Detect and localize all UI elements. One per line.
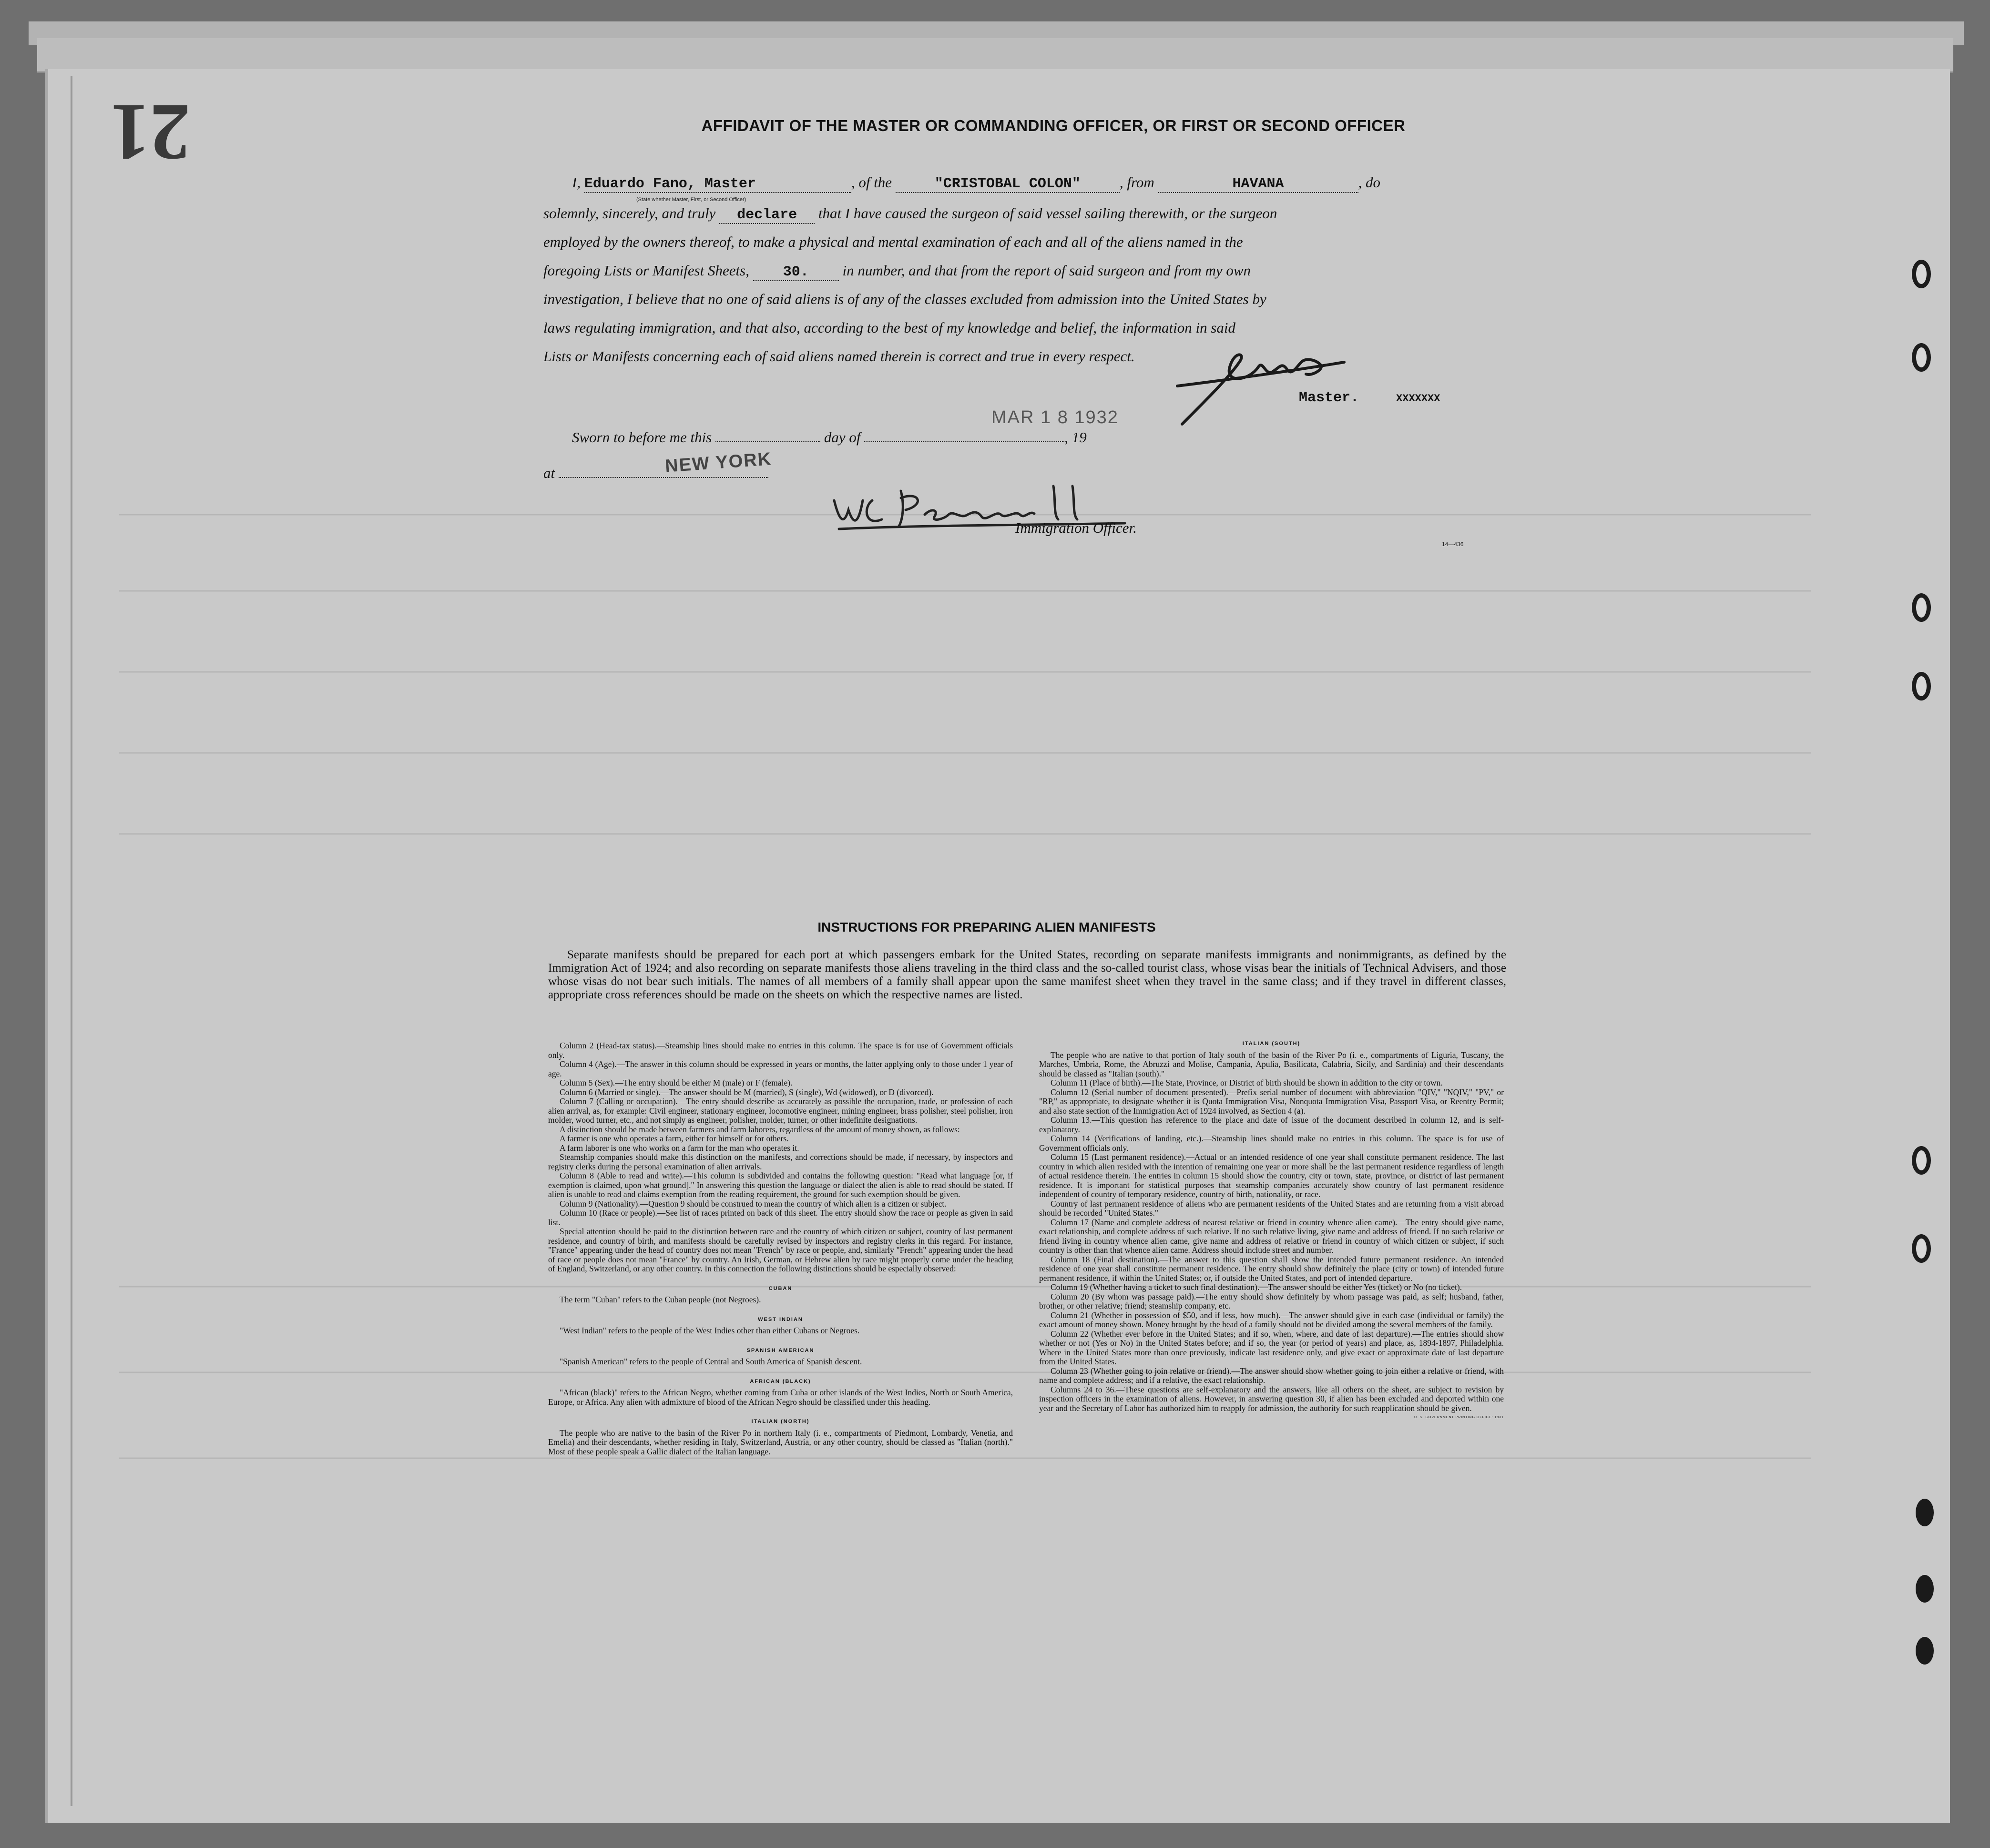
struck-officer-text: XXXXXXX xyxy=(1396,393,1440,405)
instruction-paragraph: The people who are native to the basin of the River Po in northern Italy (i. e., compartments of Piedmont, Lombardy, Venetia, and Emelia) and their descendants, whether residing in Italy, Switzerland, Austria, or any other country, should be classed as "Italian (north)." Most of these people speak a Gallic dialect of the Italian language. xyxy=(548,1428,1013,1456)
instructions-left-column xyxy=(548,1041,1013,1456)
instruction-paragraph: Column 7 (Calling or occupation).—The entry should describe as accurately as possible the occupation, trade, or profession of each alien arrival, as, for example: Civil engineer, stationary engineer, locomotive engineer, mining engineer, brass polisher, steel polisher, iron molder, wood turner, etc., and not simply as engineer, polisher, molder, turner, or other indefinite designations. xyxy=(548,1097,1013,1125)
affidavit-text: , of the xyxy=(851,174,892,191)
instruction-paragraph: Column 14 (Verifications of landing, etc.).—Steamship lines should make no entries in this column. The space is for use of Government officials only. xyxy=(1039,1134,1504,1153)
affidavit-line-7: Lists or Manifests concerning each of said aliens named therein is correct and true in every respect. xyxy=(543,348,1135,365)
instruction-paragraph: A distinction should be made between farmers and farm laborers, regardless of the amount of money shown, as follows: xyxy=(560,1124,960,1134)
affidavit-line-3: employed by the owners thereof, to make a physical and mental examination of each and all of the aliens named in the xyxy=(543,234,1243,250)
instruction-paragraph: Column 4 (Age).—The answer in this column should be expressed in years or months, the latter applying only to those under 1 year of age. xyxy=(548,1059,1013,1078)
instruction-paragraph: Column 13.—This question has reference to the place and date of issue of the document described in column 12, and is self-explanatory. xyxy=(1039,1115,1504,1134)
form-number: 14—436 xyxy=(1442,541,1464,548)
affidavit-text: Sworn to before me this xyxy=(572,429,712,446)
instruction-paragraph: "West Indian" refers to the people of the West Indies other than either Cubans or Negroes. xyxy=(560,1326,860,1335)
instruction-paragraph: Column 5 (Sex).—The entry should be either M (male) or F (female). xyxy=(560,1078,793,1087)
instruction-paragraph: Column 18 (Final destination).—The answer to this question shall show the intended future permanent residence. An intended residence of one year shall constitute permanent residence. The entry should show definitely the place (city or town) of intended future permanent residence, if within the United States; or, if outside the United States, and port of intended departure. xyxy=(1039,1254,1504,1283)
immigration-officer-label: Immigration Officer. xyxy=(1015,519,1137,536)
instruction-paragraph: The people who are native to that portion of Italy south of the basin of the River Po (i. e., compartments of Liguria, Tuscany, the Marches, Umbria, Rome, the Abruzzi and Molise, Campania, Apulia, Basilicata, Calabria, Sicily, and Sardinia) and their descendants should be classed as "Italian (south)." xyxy=(1039,1050,1504,1078)
instruction-paragraph: Column 23 (Whether going to join relative or friend).—The answer should show whether going to join either a relative or friend, with name and complete address; and if a relative, the exact relationship. xyxy=(1039,1366,1504,1385)
instruction-paragraph: Column 8 (Able to read and write).—This column is subdivided and contains the following question: "Read what language [or, if exemption is claimed, upon what ground]." In answering this question the language or dialect the alien is able to read should be stated. If alien is unable to read and claims exemption from the reading requirement, the ground for such exemption should be given. xyxy=(548,1171,1013,1199)
affidavit-text: at xyxy=(543,465,555,481)
printer-imprint: U. S. GOVERNMENT PRINTING OFFICE: 1931 xyxy=(1414,1416,1504,1419)
instruction-paragraph: Column 2 (Head-tax status).—Steamship lines should make no entries in this column. The space is for use of Government officials only. xyxy=(548,1041,1013,1060)
affidavit-text: day of xyxy=(824,429,861,446)
section-heading: SPANISH AMERICAN xyxy=(746,1347,815,1353)
instruction-paragraph: Column 19 (Whether having a ticket to such final destination).—The answer should be either Yes (ticket) or No (no ticket). xyxy=(1051,1282,1462,1292)
instruction-paragraph: Column 20 (By whom was passage paid).—The entry should show definitely by whom passage was paid, as self; husband, father, brother, or other relative; friend; steamship company, etc. xyxy=(1039,1291,1504,1310)
affidavit-section xyxy=(543,117,1544,135)
affidavit-line-4 xyxy=(543,262,1251,281)
instruction-paragraph: Column 6 (Married or single).—The answer should be M (married), S (single), Wd (widowed), or D (divorced). xyxy=(560,1087,934,1097)
place-stamp: NEW YORK xyxy=(664,449,773,477)
page-number-stamp: 21 xyxy=(110,88,191,177)
affidavit-text: , from xyxy=(1119,174,1154,191)
instruction-paragraph: Country of last permanent residence of aliens who are permanent residents of the United States and are returning from a visit abroad should be recorded "United States." xyxy=(1039,1198,1504,1218)
port-from-field: HAVANA xyxy=(1158,176,1358,193)
sworn-line xyxy=(572,429,1087,446)
instruction-paragraph: The term "Cuban" refers to the Cuban people (not Negroes). xyxy=(560,1295,761,1304)
section-heading: WEST INDIAN xyxy=(758,1316,803,1322)
section-heading: CUBAN xyxy=(768,1285,793,1291)
affidavit-text: I, xyxy=(572,174,581,191)
instructions-right-column xyxy=(1039,1036,1504,1422)
instructions-intro: Separate manifests should be prepared for each port at which passengers embark for the United States, recording on separate manifests immigrants and nonimmigrants, as defined by the Immigration Act of 1924; and also recording on separate manifests those aliens traveling in the third class and the so-called tourist class, whose visas bear the initials of Technical Advisers, and those whose visas do not bear such initials. The names of all members of a family shall appear upon the same manifest sheet when they travel in the same class; and if they travel in different classes, appropriate cross references should be made on the sheets on which the respective names are listed. xyxy=(548,948,1506,1001)
instruction-paragraph: Column 22 (Whether ever before in the United States; and if so, when, where, and date of last departure).—The entries should show whether or not (Yes or No) in the United States before; and if so, the year (or period of years) and place, as, 1894-1897, Philadelphia. Where in the United States more than once previously, indicate last residence only, and give exact or approximate date of last departure from the United States. xyxy=(1039,1329,1504,1366)
affidavit-line-6: laws regulating immigration, and that also, according to the best of my knowledge and belief, the information in said xyxy=(543,319,1236,336)
instruction-paragraph: Steamship companies should make this distinction on the manifests, and corrections should be made, if necessary, by inspectors and registry clerks during the personal examination of alien arrivals. xyxy=(548,1152,1013,1171)
instructions-section xyxy=(543,920,1516,935)
affidavit-text: foregoing Lists or Manifest Sheets, xyxy=(543,262,749,279)
instructions-title: INSTRUCTIONS FOR PREPARING ALIEN MANIFESTS xyxy=(817,920,1156,934)
section-heading: AFRICAN (BLACK) xyxy=(750,1378,811,1384)
master-signature xyxy=(1163,334,1363,438)
instruction-paragraph: "Spanish American" refers to the people of Central and South America of Spanish descent. xyxy=(560,1357,862,1366)
affidavit-text: , 19 xyxy=(1064,429,1087,446)
instruction-paragraph: Column 17 (Name and complete address of nearest relative or friend in country whence alien came).—The entry should give name, exact relationship, and complete address of such relative. If no such relative living, give name and address of friend. If no such relative or friend living in country whence alien came, give name and address of relative or friend in country of which citizen or subject, if such country is other than that whence alien came. Address should include street and number. xyxy=(1039,1217,1504,1255)
affidavit-text: in number, and that from the report of said surgeon and from my own xyxy=(842,262,1251,279)
instruction-paragraph: Column 15 (Last permanent residence).—Actual or an intended residence of one year shall constitute permanent residence. The last country in which alien resided with the intention of remaining one year or more shall be the last permanent residence regardless of length of actual residence therein. The entries in column 15 should show the country, city or town, state, province, or district of last permanent residence. It is important for statistical purposes that steamship companies accurately show country of last permanent residence independent of country of temporary residence, country of birth, nationality, or race. xyxy=(1039,1152,1504,1199)
master-name-field: Eduardo Fano, Master xyxy=(584,176,851,193)
section-heading: ITALIAN (SOUTH) xyxy=(1242,1041,1301,1046)
instruction-paragraph: A farmer is one who operates a farm, either for himself or for others. xyxy=(560,1134,789,1143)
affidavit-text: , do xyxy=(1358,174,1380,191)
affidavit-line-1 xyxy=(572,174,1380,193)
declare-field: declare xyxy=(719,207,815,224)
affidavit-title: AFFIDAVIT OF THE MASTER OR COMMANDING OFFICER, OR FIRST OR SECOND OFFICER xyxy=(701,117,1406,134)
signatory-title xyxy=(1299,390,1440,406)
instruction-paragraph: Column 11 (Place of birth).—The State, Province, or District of birth should be shown in addition to the city or town. xyxy=(1051,1078,1443,1087)
date-stamp: MAR 1 8 1932 xyxy=(991,407,1119,427)
instruction-paragraph: Column 12 (Serial number of document presented).—Prefix serial number of document with abbreviation "QIV," "NQIV," "PV," or "RP," as appropriate, to designate whether it is Quota Immigration Visa, Nonquota Immigration Visa, Passport Visa, or Reentry Permit; and also state section of the Immigration Act of 1924 involved, as Section 4 (a). xyxy=(1039,1087,1504,1116)
field-note: (State whether Master, First, or Second Officer) xyxy=(636,197,746,203)
instruction-paragraph: A farm laborer is one who works on a farm for the man who operates it. xyxy=(560,1143,799,1153)
section-heading: ITALIAN (NORTH) xyxy=(751,1419,810,1424)
instruction-paragraph: Column 9 (Nationality).—Question 9 should be construed to mean the country of which alien is a citizen or subject. xyxy=(560,1198,947,1208)
instruction-paragraph: Special attention should be paid to the distinction between race and the country of which citizen or subject, country of last permanent residence, and country of birth, and manifests should be carefully revised by inspectors and registry clerks in this regard. For instance, "France" appearing under the head of country does not mean "French" by race or people, and, similarly "French" appearing under the head of race or people does not mean "France" by country. An Irish, German, or Hebrew alien by race might properly come under the heading of England, Switzerland, or any other country. In this connection the following distinctions should be especially observed: xyxy=(548,1227,1013,1273)
affidavit-text: solemnly, sincerely, and truly xyxy=(543,205,716,222)
affidavit-line-2 xyxy=(543,205,1277,224)
affidavit-line-5: investigation, I believe that no one of said aliens is of any of the classes excluded from admission into the United States by xyxy=(543,291,1266,307)
vessel-name-field: "CRISTOBAL COLON" xyxy=(896,176,1120,193)
instruction-paragraph: "African (black)" refers to the African Negro, whether coming from Cuba or other islands of the West Indies, North or South America, Europe, or Africa. Any alien with admixture of blood of the African Negro should be classified under this heading. xyxy=(548,1388,1013,1407)
instruction-paragraph: Column 10 (Race or people).—See list of races printed on back of this sheet. The entry should show the race or people as given in said list. xyxy=(548,1208,1013,1227)
affidavit-text: that I have caused the surgeon of said vessel sailing therewith, or the surgeon xyxy=(818,205,1277,222)
instruction-paragraph: Columns 24 to 36.—These questions are self-explanatory and the answers, like all others on the sheet, are subject to revision by inspection officers in the examination of aliens. However, in answering question 30, if alien has been excluded and deported within one year and the Secretary of Labor has authorized him to reapply for admission, the authority for such reapplication should be given. xyxy=(1039,1384,1504,1413)
master-title: Master. xyxy=(1299,390,1359,406)
sheet-count-field: 30. xyxy=(753,264,839,281)
instruction-paragraph: Column 21 (Whether in possession of $50, and if less, how much).—The answer should give in each case (individual or family) the exact amount of money shown. Money brought by the head of a family should not be divided among the several members of the family. xyxy=(1039,1310,1504,1329)
